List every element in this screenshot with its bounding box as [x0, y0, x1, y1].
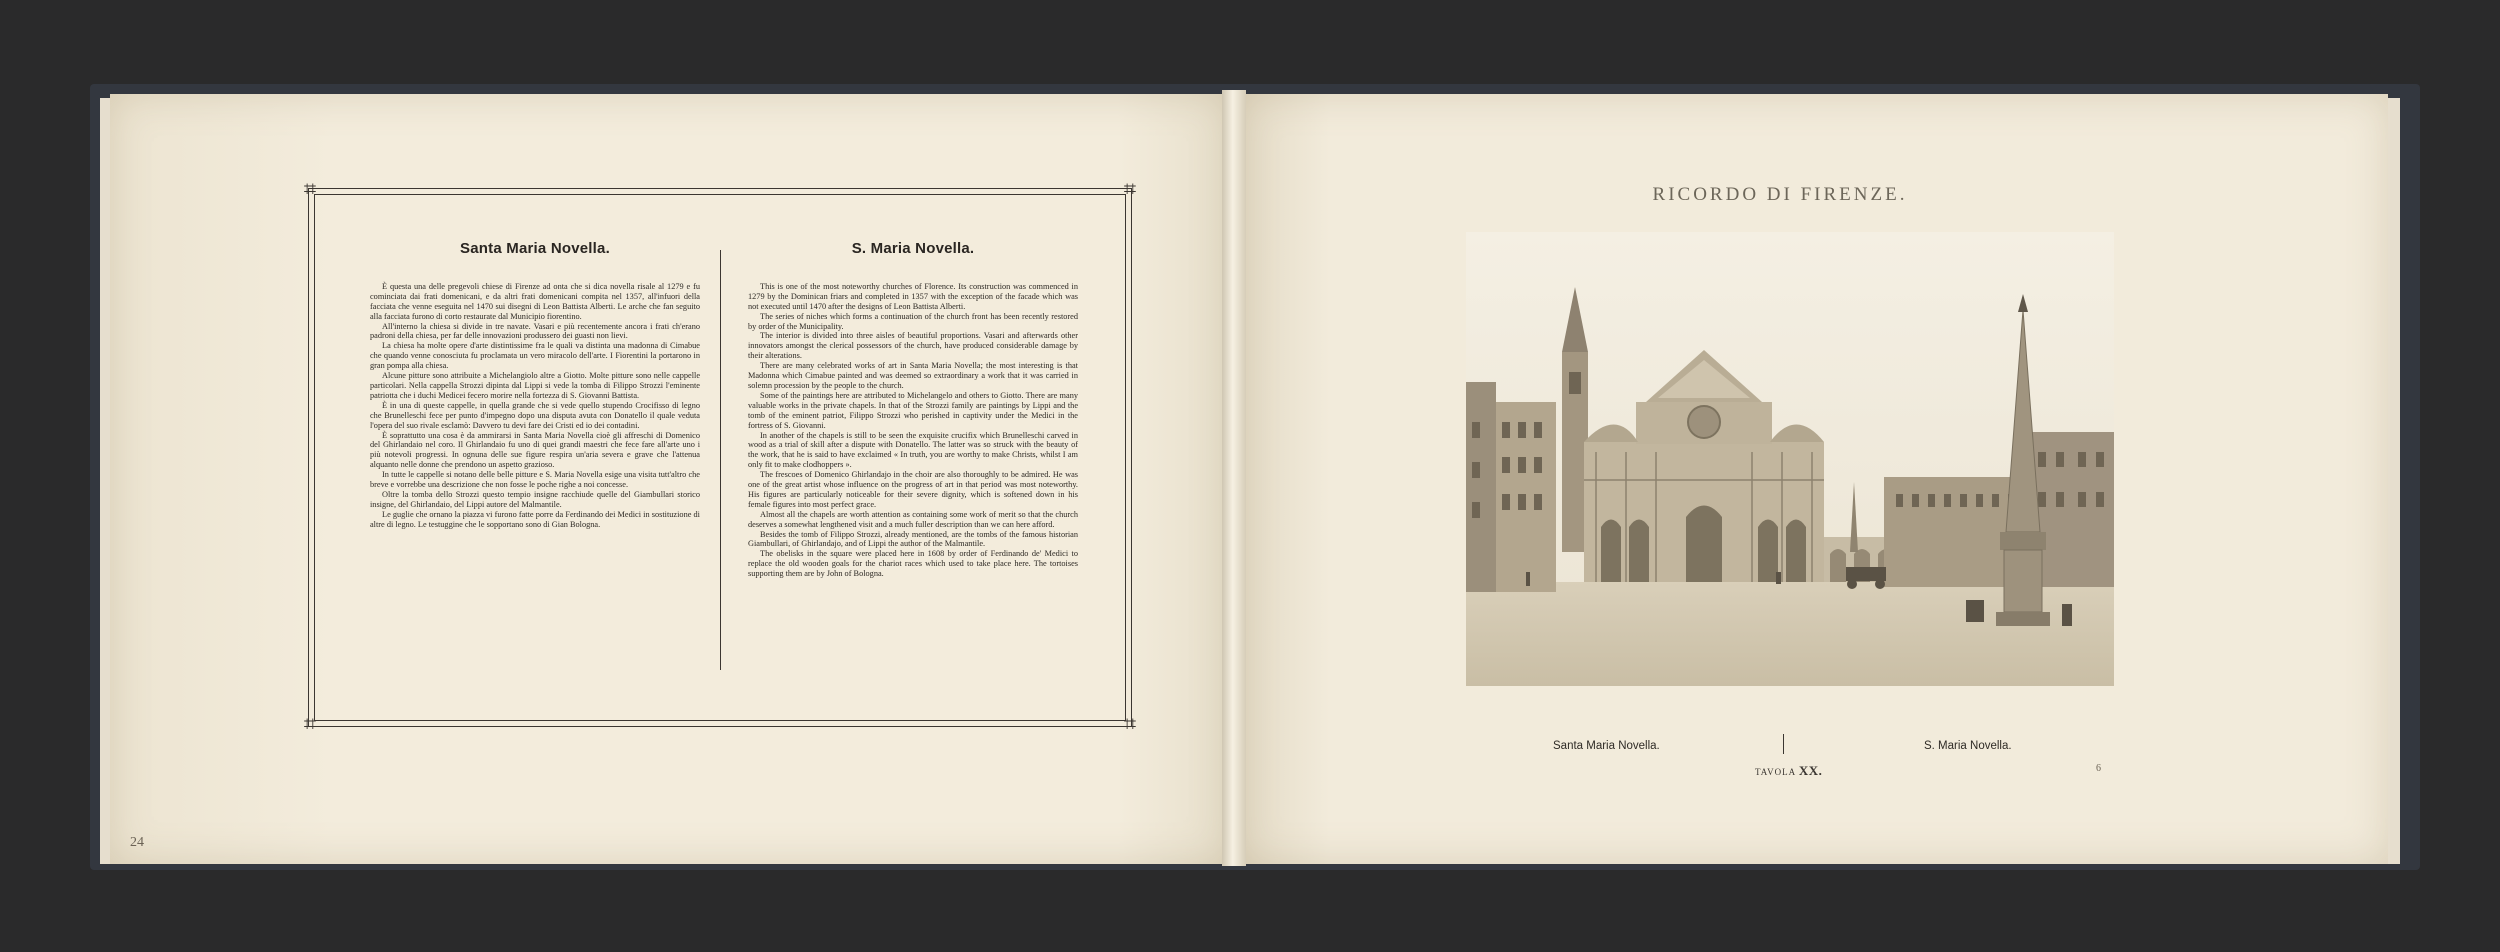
caption-english: S. Maria Novella. [1924, 740, 2012, 752]
italian-paragraph: È in una di queste cappelle, in quella grande che si vede quello stupendo Crocifisso di legno che Brunelleschi fece per punto d'impegno dopo una disputa avuta con Donatello il quale veduta l'opera del suo rivale esclamò: Davvero tu devi fare dei Cristi ed io dei contadini. [370, 400, 700, 430]
english-paragraph: Almost all the chapels are worth attention as containing some work of merit so that the church deserves a somewhat lengthened visit and a much fuller description than we can here afford. [748, 509, 1078, 529]
right-page-number: 6 [2096, 763, 2101, 774]
column-divider [720, 250, 721, 670]
italian-paragraph: È questa una delle pregevoli chiese di Firenze ad onta che si dica novella risale al 1279 e fu cominciata dai frati domenicani, e da altri frati domenicani compita nel 1357, all'infuori della facciata che venne eseguita nel 1470 sui disegni di Leon Battista Alberti. Le arche che fan seguito alla facciata furono di corto restaurate dal Municipio fiorentino. [370, 281, 700, 321]
english-paragraph: This is one of the most noteworthy churches of Florence. Its construction was commenced in 1279 by the Dominican friars and completed in 1357 with the exception of the facade which was not executed until 1470 after the designs of Leon Battista Alberti. [748, 281, 1078, 311]
english-title: S. Maria Novella. [851, 240, 975, 257]
running-head: RICORDO DI FIRENZE. [1652, 184, 1908, 205]
corner-ornament-icon: ⌗ [303, 177, 317, 202]
english-column [748, 240, 1078, 579]
italian-paragraph: Oltre la tomba dello Strozzi questo tempio insigne racchiude quelle del Giambullari storico insigne, del Ghirlandaio, del Lippi autore del Malmantile. [370, 489, 700, 509]
english-paragraph: Some of the paintings here are attributed to Michelangelo and others to Giotto. There are many valuable works in the private chapels. In that of the Strozzi family are paintings by Lippi and the tomb of the eminent patriot, Filippo Strozzi who perished in captivity under the Medici in the fortress of S. Giovanni. [748, 390, 1078, 430]
english-paragraph: The interior is divided into three aisles of beautiful proportions. Vasari and afterwards other innovators amongst the clerical possessors of the church, have produced considerable damage by their alterations. [748, 331, 1078, 361]
corner-ornament-icon: ⌗ [1123, 177, 1137, 202]
english-paragraph: Besides the tomb of Filippo Strozzi, already mentioned, are the tombs of the famous historian Giambullari, of Ghirlandajo, and of Lippi the author of the Malmantile. [748, 529, 1078, 549]
italian-title: Santa Maria Novella. [460, 240, 610, 257]
italian-column [370, 240, 700, 530]
church-photograph [1466, 232, 2114, 686]
italian-paragraph: La chiesa ha molte opere d'arte distintissime fra le quali va distinta una madonna di Cimabue che quando venne conosciuta fu proclamata un vero miracolo dell'arte. I Fiorentini la portarono in gran pompa alla chiesa. [370, 341, 700, 371]
english-paragraph: The frescoes of Domenico Ghirlandajo in the choir are also thoroughly to be admired. He was one of the great artist whose influence on the progress of art in that period was most noteworthy. His figures are particularly noticeable for their severe dignity, which is softened down in his female figures into most perfect grace. [748, 470, 1078, 509]
photo-illustration [1466, 232, 2114, 686]
italian-paragraph: All'interno la chiesa si divide in tre navate. Vasari e più recentemente ancora i frati ch'erano padroni della chiesa, per far delle innovazioni produssero dei guasti non lievi. [370, 321, 700, 341]
caption-italian: Santa Maria Novella. [1553, 740, 1660, 752]
left-page-number: 24 [130, 835, 144, 850]
english-paragraph: In another of the chapels is still to be seen the exquisite crucifix which Brunelleschi carved in wood as a trial of skill after a dispute with Donatello. The latter was so struck with the beauty of the work, that he is said to have exclaimed « In truth, you are worthy to make Christs, whilst I am only fit to make clodhoppers ». [748, 430, 1078, 470]
english-paragraph: The series of niches which forms a continuation of the church front has been recently restored by order of the Municipality. [748, 311, 1078, 331]
text-frame [300, 177, 1140, 737]
italian-paragraph: Le guglie che ornano la piazza vi furono fatte porre da Ferdinando dei Medici in sostituzione di altre di legno. Le testuggine che le sopportano sono di Gian Bologna. [370, 509, 700, 529]
plate-label [1755, 763, 1822, 779]
italian-paragraph: In tutte le cappelle si notano delle belle pitture e S. Maria Novella esige una visita tutt'altro che breve e vorrebbe una descrizione che non fosse le poche righe a noi concesse. [370, 470, 700, 490]
plate-number: XX. [1798, 763, 1823, 778]
english-paragraph: The obelisks in the square were placed here in 1608 by order of Ferdinando de' Medici to replace the old wooden goals for the chariot races which used to take place here. The tortoises supporting them are by John of Bologna. [748, 549, 1078, 579]
book-gutter [1222, 90, 1246, 866]
plate-prefix: TAVOLA [1755, 767, 1796, 777]
italian-paragraph: È soprattutto una cosa è da ammirarsi in Santa Maria Novella cioè gli affreschi di Domenico del Ghirlandaio nel coro. Il Ghirlandaio fu uno di quei grandi maestri che fece fare all'arte uno i più notevoli progressi. In ognuna delle sue figure respira un'aria severa e grave che l'attenua alquanto nelle donne che prendono un aspetto grazioso. [370, 430, 700, 470]
caption-divider [1783, 734, 1784, 754]
english-paragraph: There are many celebrated works of art in Santa Maria Novella; the most interesting is that Madonna which Cimabue painted and was deemed so extraordinary a work that it was carried in solemn procession by the people to the church. [748, 361, 1078, 390]
italian-paragraph: Alcune pitture sono attribuite a Michelangiolo altre a Giotto. Molte pitture sono nelle cappelle particolari. Nella cappella Strozzi dipinta dal Lippi si vede la tomba di Filippo Strozzi l'eminente patriotta che i duchi Medicei fecero morire nella fortezza di S. Giovanni Battista. [370, 371, 700, 400]
corner-ornament-icon: ⌗ [1123, 712, 1137, 737]
corner-ornament-icon: ⌗ [303, 712, 317, 737]
